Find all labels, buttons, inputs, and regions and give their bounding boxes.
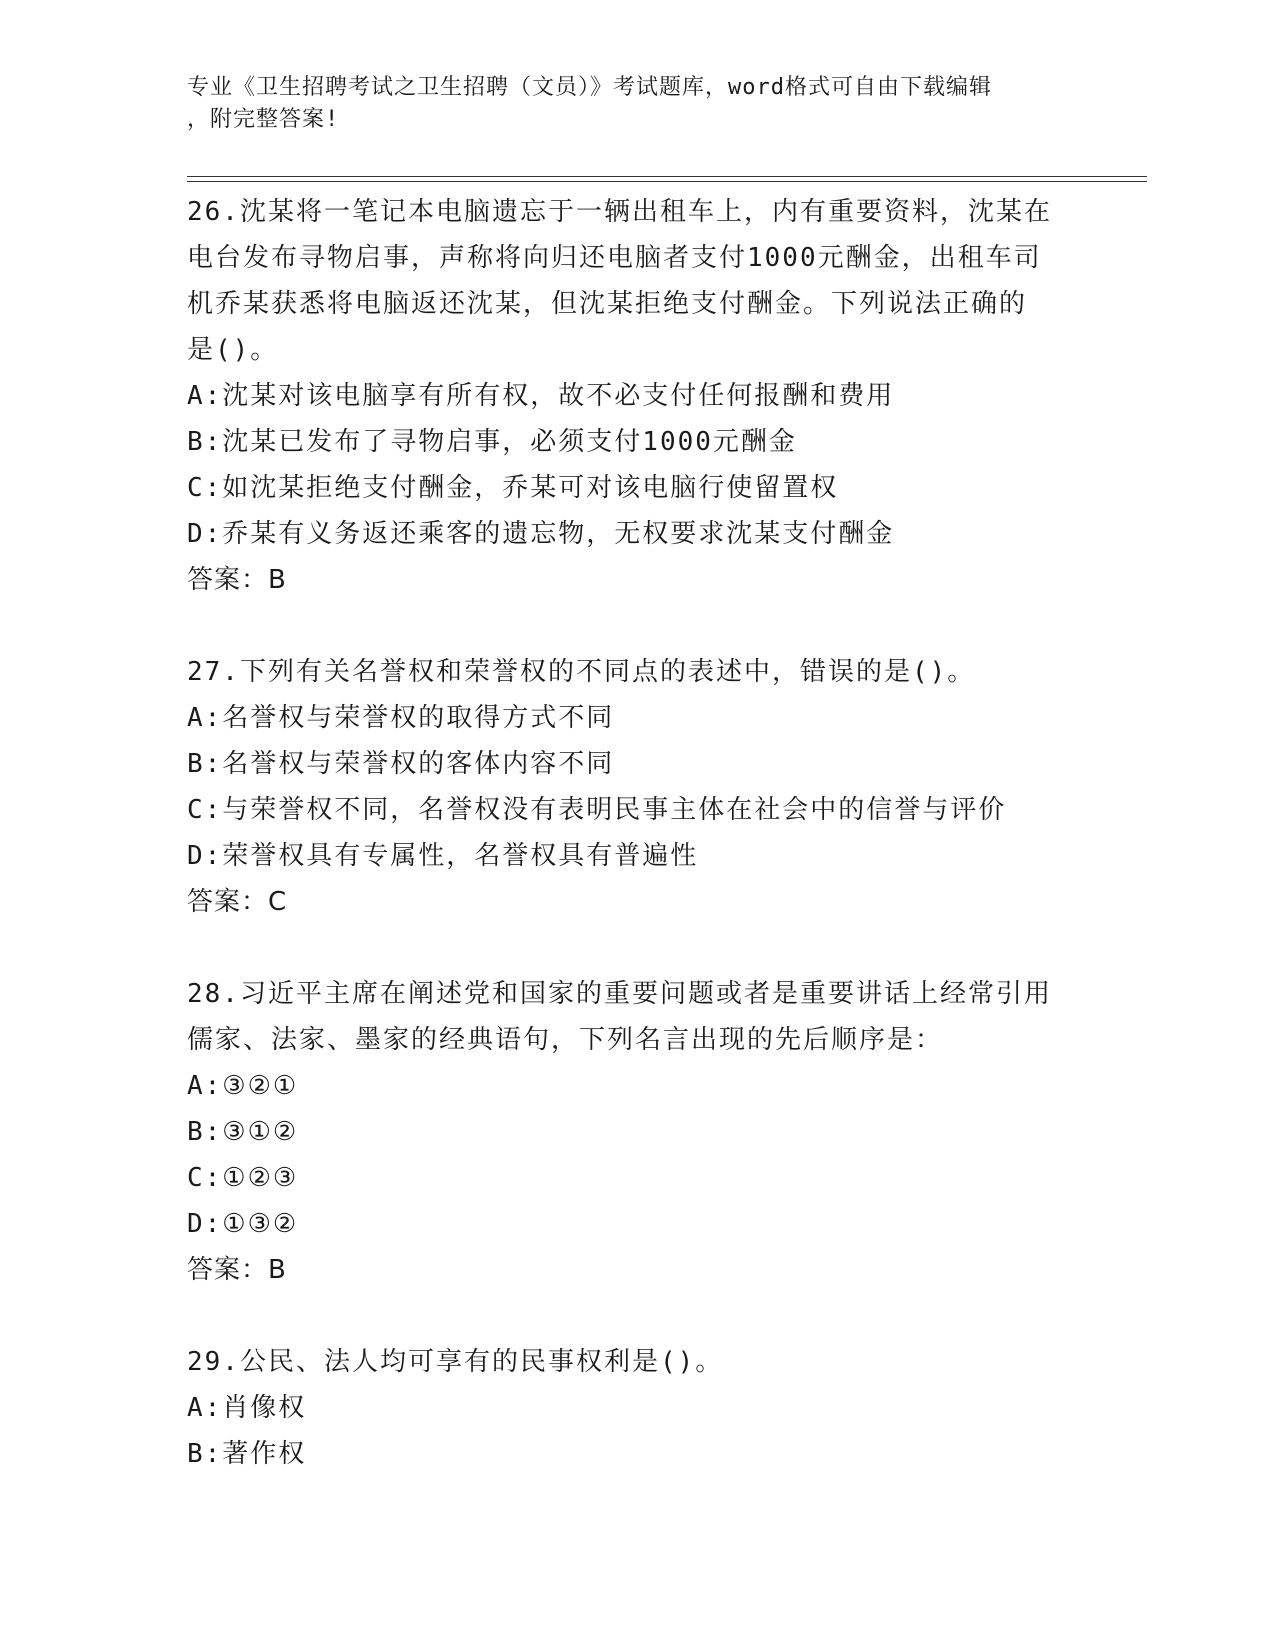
header-double-rule — [187, 176, 1147, 182]
question-stem-line: 是()。 — [187, 335, 279, 365]
question-29 — [187, 1339, 1087, 1477]
question-spacer — [187, 925, 1087, 971]
answer-line: 答案：B — [187, 1255, 287, 1285]
question-spacer — [187, 603, 1087, 649]
header-line-2: ，附完整答案! — [187, 107, 340, 132]
question-28 — [187, 971, 1087, 1339]
question-27 — [187, 649, 1087, 971]
question-stem-line: 电台发布寻物启事，声称将向归还电脑者支付1000元酬金，出租车司 — [187, 243, 1042, 273]
question-stem-line: 29.公民、法人均可享有的民事权利是()。 — [187, 1347, 724, 1377]
option-a: A:沈某对该电脑享有所有权，故不必支付任何报酬和费用 — [187, 381, 895, 411]
option-b: B:名誉权与荣誉权的客体内容不同 — [187, 749, 615, 779]
header-line-1: 专业《卫生招聘考试之卫生招聘（文员）》考试题库，word格式可自由下载编辑 — [187, 75, 992, 100]
option-a: A:③②① — [187, 1071, 299, 1101]
option-a: A:肖像权 — [187, 1393, 307, 1423]
option-c: C:①②③ — [187, 1163, 299, 1193]
question-stem-line: 27.下列有关名誉权和荣誉权的不同点的表述中，错误的是()。 — [187, 657, 976, 687]
question-spacer — [187, 1293, 1087, 1339]
option-d: D:①③② — [187, 1209, 299, 1239]
question-26 — [187, 189, 1087, 649]
answer-line: 答案：B — [187, 565, 287, 595]
option-b: B:著作权 — [187, 1439, 307, 1469]
option-d: D:荣誉权具有专属性，名誉权具有普遍性 — [187, 841, 699, 871]
question-stem-line: 28.习近平主席在阐述党和国家的重要问题或者是重要讲话上经常引用 — [187, 979, 1052, 1009]
document-header — [187, 72, 1087, 136]
question-stem-line: 26.沈某将一笔记本电脑遗忘于一辆出租车上，内有重要资料，沈某在 — [187, 197, 1052, 227]
question-stem-line: 机乔某获悉将电脑返还沈某，但沈某拒绝支付酬金。下列说法正确的 — [187, 289, 1028, 319]
option-a: A:名誉权与荣誉权的取得方式不同 — [187, 703, 615, 733]
option-d: D:乔某有义务返还乘客的遗忘物，无权要求沈某支付酬金 — [187, 519, 895, 549]
answer-line: 答案：C — [187, 887, 288, 917]
question-list — [187, 189, 1087, 1477]
option-b: B:沈某已发布了寻物启事，必须支付1000元酬金 — [187, 427, 797, 457]
option-b: B:③①② — [187, 1117, 299, 1147]
question-stem-line: 儒家、法家、墨家的经典语句，下列名言出现的先后顺序是： — [187, 1025, 944, 1055]
option-c: C:与荣誉权不同，名誉权没有表明民事主体在社会中的信誉与评价 — [187, 795, 1007, 825]
option-c: C:如沈某拒绝支付酬金，乔某可对该电脑行使留置权 — [187, 473, 839, 503]
